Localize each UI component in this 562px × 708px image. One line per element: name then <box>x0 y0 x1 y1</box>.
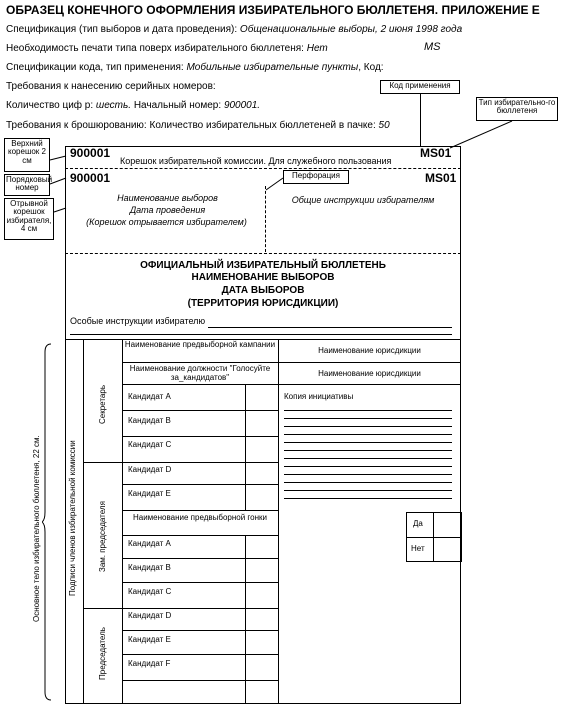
row-line <box>122 436 278 437</box>
row-line <box>122 680 278 681</box>
stub-election-date: Дата проведения <box>129 205 206 215</box>
stub-election-name: Наименование выборов <box>117 193 218 203</box>
callout-serial: Порядковый номер <box>4 174 50 196</box>
vote-col-a <box>245 384 246 462</box>
stub-code-2: MS01 <box>425 171 457 185</box>
row-line <box>122 630 278 631</box>
spec-value: Общенациональные выборы, 2 июня 1998 года <box>239 24 463 35</box>
initiative-line <box>284 450 452 451</box>
ballot-title-4: (ТЕРРИТОРИЯ ЮРИСДИКЦИИ) <box>187 298 339 309</box>
callout-top-stub: Верхний корешок 2 см <box>4 138 50 172</box>
signatures-label: Подписи членов избирательной комиссии <box>68 440 77 596</box>
no-label: Нет <box>411 544 425 553</box>
ballot-title-1: ОФИЦИАЛЬНЫЙ ИЗБИРАТЕЛЬНЫЙ БЮЛЛЕТЕНЬ <box>140 260 386 271</box>
start-label: Начальный номер: <box>133 100 222 111</box>
row-line <box>122 558 278 559</box>
role-chair: Председатель <box>98 627 107 680</box>
jurisdiction-2: Наименование юрисдикции <box>318 369 421 378</box>
spec-label: Спецификация (тип выборов и дата проведения): <box>6 24 238 35</box>
candidate-group2-e: Кандидат E <box>128 635 171 644</box>
commission-stub-text: Корешок избирательной комиссии. Для служебного пользования <box>120 156 392 166</box>
special-instructions-line-1 <box>208 327 452 328</box>
candidate-group1-a: Кандидат A <box>128 392 171 401</box>
ballot-title-3: ДАТА ВЫБОРОВ <box>221 285 305 296</box>
row-line <box>122 484 278 485</box>
table-col-3 <box>278 339 279 704</box>
initiative-line <box>284 474 452 475</box>
digits-label: Количество циф р: <box>6 100 94 111</box>
initiative-line <box>284 426 452 427</box>
row-line <box>122 462 278 463</box>
yes-label: Да <box>413 519 423 528</box>
code-label: Спецификации кода, тип применения: <box>6 62 184 73</box>
vote-col-b <box>245 535 246 704</box>
candidate-group2-c: Кандидат C <box>128 587 172 596</box>
candidate-group1-e: Кандидат E <box>128 489 171 498</box>
code-value: Мобильные избирательные пункты <box>186 62 359 73</box>
candidate-group2-d: Кандидат D <box>128 611 172 620</box>
page-title: ОБРАЗЕЦ КОНЕЧНОГО ОФОРМЛЕНИЯ ИЗБИРАТЕЛЬНОГО БЮЛЛЕТЕНЯ. ПРИЛОЖЕНИЕ Е <box>6 3 540 17</box>
print-label: Необходимость печати типа поверх избирательного бюллетеня: <box>6 43 304 54</box>
initiative-line <box>284 442 452 443</box>
role-sep-2 <box>83 608 122 609</box>
stub-detach-note: (Корешок отрывается избирателем) <box>86 217 247 227</box>
special-instructions-line-2 <box>70 334 452 335</box>
print-code: MS <box>424 41 441 53</box>
role-secretary: Секретарь <box>98 385 107 424</box>
initiative-line <box>284 498 452 499</box>
candidate-group2-b: Кандидат B <box>128 563 171 572</box>
candidate-group1-d: Кандидат D <box>128 465 172 474</box>
campaign-name: Наименование предвыборной кампании <box>124 340 276 349</box>
digits-value: шесть. <box>95 100 132 111</box>
start-value: 900001. <box>223 100 261 111</box>
serial-label: Требования к нанесению серийных номеров: <box>6 81 216 92</box>
perforation-line-1 <box>65 168 461 169</box>
vote-col-a2 <box>245 462 246 510</box>
stub-code-1: MS01 <box>420 146 452 160</box>
body-side-label: Основное тело избирательного бюллетеня, 22 см. <box>32 435 41 622</box>
table-col-1 <box>83 339 84 704</box>
binding-value: Количество избирательных бюллетеней в пачке: <box>149 120 376 131</box>
code-suffix: , Код: <box>358 62 384 73</box>
ballot-frame <box>65 146 461 704</box>
callout-ballot-type: Тип избирательно-го бюллетеня <box>476 97 558 121</box>
special-instructions-label: Особые инструкции избирателю <box>70 316 206 326</box>
row-line <box>122 582 278 583</box>
initiative-line <box>284 490 452 491</box>
perforation-vertical <box>265 186 266 252</box>
row-line-header-2 <box>122 384 461 385</box>
callout-perforation: Перфорация <box>283 170 349 184</box>
initiative-copy: Копия инициативы <box>284 392 354 401</box>
row-line <box>122 608 278 609</box>
candidate-group2-a: Кандидат A <box>128 539 171 548</box>
body-brace <box>42 342 52 702</box>
candidate-group1-c: Кандидат C <box>128 440 172 449</box>
role-sep-1 <box>83 462 122 463</box>
initiative-line <box>284 482 452 483</box>
candidate-group1-b: Кандидат B <box>128 416 171 425</box>
initiative-line <box>284 466 452 467</box>
position-name: Наименование должности "Голосуйте за_кандидатов" <box>129 364 271 382</box>
row-line <box>122 535 278 536</box>
binding-count: 50 <box>378 120 390 131</box>
print-value: Нет <box>306 43 328 54</box>
stub-number-1: 900001 <box>70 146 111 160</box>
ballot-title-2: НАИМЕНОВАНИЕ ВЫБОРОВ <box>191 272 335 283</box>
general-instructions: Общие инструкции избирателям <box>291 195 435 205</box>
stub-number-2: 900001 <box>70 171 111 185</box>
row-line-header-1 <box>122 362 461 363</box>
race-name: Наименование предвыборной гонки <box>132 513 268 522</box>
initiative-line <box>284 410 452 411</box>
callout-voter-stub: Отрывной корешок избирателя, 4 см <box>4 198 54 240</box>
initiative-line <box>284 458 452 459</box>
row-line <box>122 510 278 511</box>
callout-usage-code: Код применения <box>380 80 460 94</box>
row-line <box>122 410 278 411</box>
jurisdiction-1: Наименование юрисдикции <box>318 346 421 355</box>
initiative-line <box>284 418 452 419</box>
perforation-line-2 <box>65 253 461 254</box>
binding-label: Требования к брошюрованию: <box>6 120 147 131</box>
candidate-group2-f: Кандидат F <box>128 659 171 668</box>
initiative-line <box>284 434 452 435</box>
row-line <box>122 654 278 655</box>
role-deputy: Зам. председателя <box>98 501 107 572</box>
yes-no-row-line <box>406 537 462 538</box>
